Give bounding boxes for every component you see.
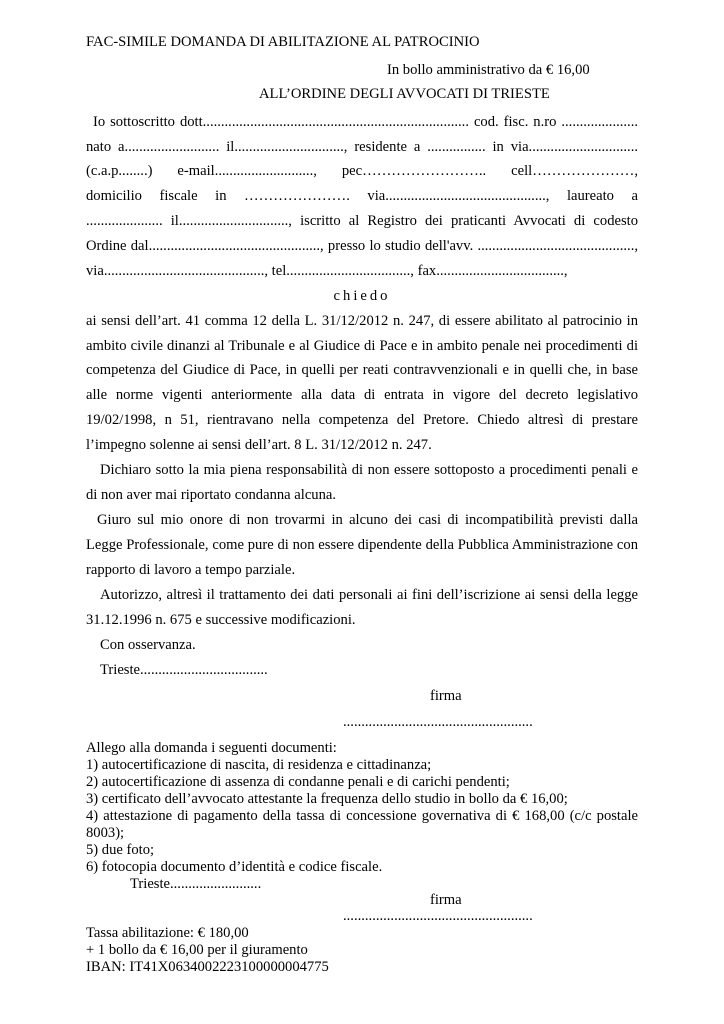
giuro-line-3: rapporto di lavoro a tempo parziale. (86, 562, 296, 578)
applicant-line-6: Ordine dal..............................................., presso lo studio dell'avv. ..........................................., (86, 238, 638, 254)
request-line-5: 19/02/1998, n 51, rientravano nella competenza del Pretore. Chiedo altresì di prestare (86, 412, 638, 428)
attachments-signature-label: firma (430, 892, 462, 908)
dichiaro-line-2: di non aver mai riportato condanna alcuna. (86, 487, 337, 503)
applicant-line-3: (c.a.p........) e-mail..........................., pec…………………….. cell…………………, (86, 163, 638, 179)
chiedo-heading: chiedo (333, 288, 391, 304)
fee-bollo: + 1 bollo da € 16,00 per il giuramento (86, 942, 308, 958)
bollo-note: In bollo amministrativo da € 16,00 (387, 62, 590, 78)
applicant-line-4: domicilio fiscale in …………………. via............................................, laureato a (86, 188, 638, 204)
request-line-4: alle norme vigenti anteriormente alla data di entrata in vigore del decreto legislativo (86, 387, 638, 403)
attachment-item-4-cont: 8003); (86, 825, 125, 841)
iban-text: IBAN: IT41X0634002223100000004775 (86, 959, 329, 975)
attachment-item-3: 3) certificato dell’avvocato attestante la frequenza dello studio in bollo da € 16,00; (86, 791, 568, 807)
attachment-item-2: 2) autocertificazione di assenza di condanne penali e di carichi pendenti; (86, 774, 510, 790)
place-date-line: Trieste................................... (100, 662, 268, 678)
applicant-line-2: nato a.......................... il.............................., residente a ................ in via.............................. (86, 139, 638, 155)
request-line-6: l’impegno solenne ai sensi dell’art. 8 L. 31/12/2012 n. 247. (86, 437, 432, 453)
document-title: FAC-SIMILE DOMANDA DI ABILITAZIONE AL PATROCINIO (86, 34, 480, 50)
attachment-item-4: 4) attestazione di pagamento della tassa di concessione governativa di € 168,00 (c/c postale (86, 808, 638, 824)
attachment-item-1: 1) autocertificazione di nascita, di residenza e cittadinanza; (86, 757, 432, 773)
signature-line: .................................................... (343, 714, 533, 730)
applicant-line-1: Io sottoscritto dott......................................................................... cod. fisc. n.ro ..................... (93, 114, 638, 130)
applicant-line-5: ..................... il.............................., iscritto al Registro dei praticanti Avvocati di codesto (86, 213, 638, 229)
autorizzo-line-2: 31.12.1996 n. 675 e successive modificazioni. (86, 612, 356, 628)
attachment-item-5: 5) due foto; (86, 842, 155, 858)
request-line-3: competenza del Giudice di Pace, in quelli per reati contravvenzionali e in quelli che, in base (86, 362, 638, 378)
recipient-heading: ALL’ORDINE DEGLI AVVOCATI DI TRIESTE (259, 86, 550, 102)
giuro-line-2: Legge Professionale, come pure di non essere dipendente della Pubblica Amministrazione con (86, 537, 638, 553)
attachment-item-6: 6) fotocopia documento d’identità e codice fiscale. (86, 859, 383, 875)
giuro-line-1: Giuro sul mio onore di non trovarmi in alcuno dei casi di incompatibilità previsti dalla (97, 512, 638, 528)
attachments-signature-line: .................................................... (343, 908, 533, 924)
applicant-line-7: via............................................, tel.................................., fax..................................., (86, 263, 568, 279)
attachments-place-line: Trieste......................... (130, 876, 262, 892)
attachments-intro: Allego alla domanda i seguenti documenti: (86, 740, 337, 756)
dichiaro-line-1: Dichiaro sotto la mia piena responsabilità di non essere sottoposto a procedimenti penali e (100, 462, 638, 478)
autorizzo-line-1: Autorizzo, altresì il trattamento dei dati personali ai fini dell’iscrizione ai sensi della legge (100, 587, 638, 603)
osservanza-text: Con osservanza. (100, 637, 196, 653)
request-line-1: ai sensi dell’art. 41 comma 12 della L. 31/12/2012 n. 247, di essere abilitato al patrocinio in (86, 313, 638, 329)
request-line-2: ambito civile dinanzi al Tribunale e al Giudice di Pace e in ambito penale nei procedimenti di (86, 338, 638, 354)
signature-label: firma (430, 688, 462, 704)
fee-tassa: Tassa abilitazione: € 180,00 (86, 925, 249, 941)
